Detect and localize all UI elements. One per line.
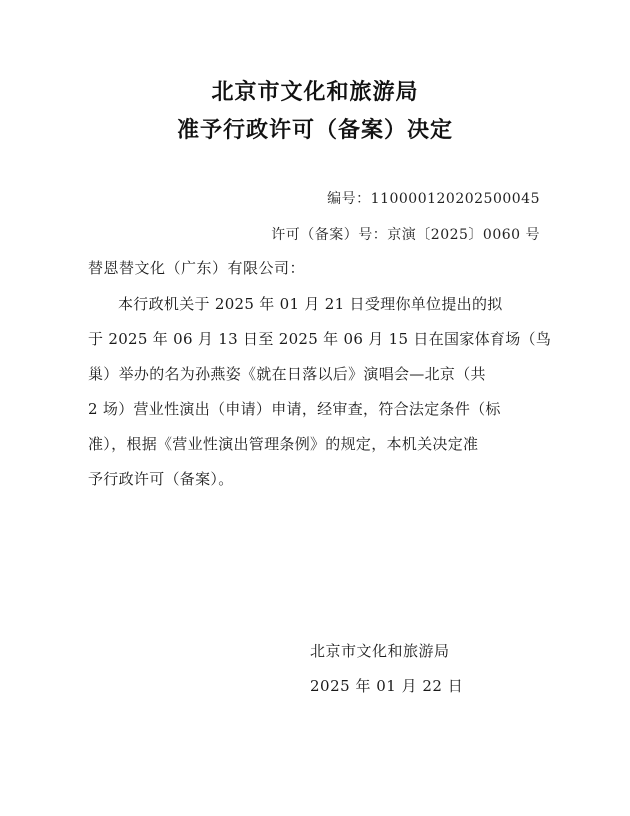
signature-date: 2025 年 01 月 22 日 [310, 677, 464, 695]
body-paragraph-line: 予行政许可（备案）。 [88, 470, 234, 488]
document-title: 准予行政许可（备案）决定 [176, 118, 453, 143]
body-paragraph-line: 于 2025 年 06 月 13 日至 2025 年 06 月 15 日在国家体育场（鸟 [88, 330, 552, 348]
body-paragraph-line: 巢）举办的名为孙燕姿《就在日落以后》演唱会—北京（共 [88, 365, 486, 383]
document-issuer-title: 北京市文化和旅游局 [211, 80, 419, 105]
body-paragraph-line: 本行政机关于 2025 年 01 月 21 日受理你单位提出的拟 [118, 295, 503, 313]
permit-number: 许可（备案）号：京演〔2025〕0060 号 [271, 227, 540, 243]
body-paragraph-line: 准），根据《营业性演出管理条例》的规定，本机关决定准 [88, 435, 479, 453]
body-paragraph-line: 2 场）营业性演出（申请）申请，经审查，符合法定条件（标 [88, 400, 501, 418]
addressee: 替恩替文化（广东）有限公司： [88, 259, 306, 277]
document-number: 编号：110000120202500045 [327, 191, 540, 207]
signature-organization: 北京市文化和旅游局 [310, 642, 450, 660]
